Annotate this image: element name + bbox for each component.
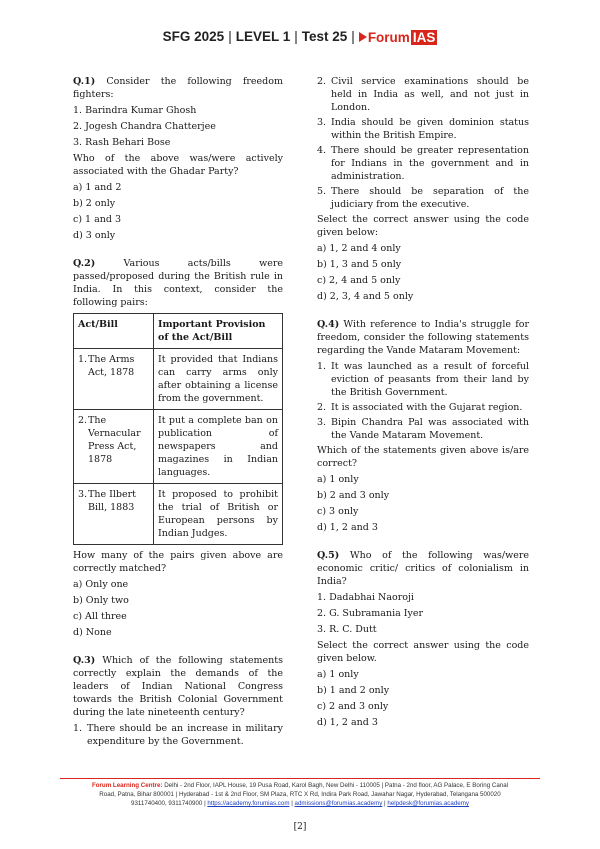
question-number: Q.1)	[73, 76, 96, 87]
statement: 3. Bipin Chandra Pal was associated with the Vande Mataram Movement.	[317, 417, 529, 441]
question-stem: Various acts/bills were passed/proposed during the British rule in India. In this context, consider the following pairs:	[73, 258, 283, 308]
question-prompt: Select the correct answer using the code given below:	[317, 214, 529, 238]
act-provision: It put a complete ban on publication of newspapers and magazines in Indian languages.	[154, 410, 283, 484]
question-3-continued	[317, 75, 529, 303]
option: d) None	[73, 627, 112, 638]
question-number: Q.4)	[317, 319, 340, 330]
table-row: 3. The Ilbert Bill, 1883 It proposed to prohibit the trial of British or European persons by Indian Judges.	[74, 484, 283, 545]
question-2	[73, 257, 283, 639]
left-column	[73, 75, 283, 750]
list-item: 3. Rash Behari Bose	[73, 137, 171, 148]
question-prompt: How many of the pairs given above are correctly matched?	[73, 550, 283, 574]
option: d) 1, 2 and 3	[317, 522, 378, 533]
option: b) 2 only	[73, 198, 116, 209]
question-4	[317, 318, 529, 534]
question-prompt: Select the correct answer using the code given below.	[317, 640, 529, 664]
statement: 4. There should be greater representation for Indians in the government and in administration.	[317, 145, 529, 182]
statement: 5. There should be separation of the judiciary from the executive.	[317, 186, 529, 210]
statement: 2. It is associated with the Gujarat region.	[317, 402, 523, 413]
academy-link[interactable]: https://academy.forumias.com	[207, 800, 290, 807]
separator: |	[351, 29, 355, 44]
option: c) 2, 4 and 5 only	[317, 275, 401, 286]
question-number: Q.5)	[317, 550, 340, 561]
question-stem: Which of the following statements correctly explain the demands of the leaders of Indian National Congress towards the British Colonial Government during the late nineteenth century?	[73, 655, 283, 718]
question-number: Q.2)	[73, 258, 96, 269]
question-stem: Consider the following freedom fighters:	[73, 76, 283, 100]
separator: |	[228, 29, 232, 44]
statement: 2. Civil service examinations should be held in India as well, and not just in London.	[317, 76, 529, 113]
table-row: 2. The Vernacular Press Act, 1878 It put a complete ban on publication of newspapers and magazines in Indian languages.	[74, 410, 283, 484]
option: c) All three	[73, 611, 127, 622]
statement: 3. India should be given dominion status within the British Empire.	[317, 117, 529, 141]
question-prompt: Who of the above was/were actively associated with the Ghadar Party?	[73, 153, 283, 177]
page-number: [2]	[293, 822, 307, 832]
forumias-logo: Forum IAS	[359, 31, 438, 44]
footer-address: Road, Patna, Bihar 800001 | Hyderabad - 1st & 2nd Floor, SM Plaza, RTC X Rd, Indira Park Road, Jawahar Nagar, Hyderabad, Telangana 500020	[99, 791, 501, 798]
helpdesk-email-link[interactable]: helpdesk@forumias.academy	[387, 800, 469, 807]
question-stem: Who of the following was/were economic critic/ critics of colonialism in India?	[317, 550, 529, 587]
separator: |	[294, 29, 298, 44]
table-row: 1. The Arms Act, 1878 It provided that Indians can carry arms only after obtaining a license from the government.	[74, 349, 283, 410]
logo-arrow-icon	[359, 32, 367, 42]
option: d) 1, 2 and 3	[317, 717, 378, 728]
footer-label: Forum Learning Centre:	[91, 782, 163, 789]
footer-phones: 9311740400, 9311740900	[131, 800, 203, 807]
option: a) 1 and 2	[73, 182, 122, 193]
list-item: 3. R. C. Dutt	[317, 624, 377, 635]
option: b) 1 and 2 only	[317, 685, 390, 696]
option: d) 2, 3, 4 and 5 only	[317, 291, 414, 302]
question-3	[73, 654, 283, 748]
series-label: SFG 2025	[162, 29, 225, 44]
list-item: 1. Barindra Kumar Ghosh	[73, 105, 197, 116]
question-number: Q.3)	[73, 655, 96, 666]
act-provision: It proposed to prohibit the trial of British or European persons by Indian Judges.	[154, 484, 283, 545]
statement: 1. It was launched as a result of forceful eviction of peasants from their land by the British Government.	[317, 361, 529, 398]
footer-divider	[60, 778, 540, 779]
list-item: 1. Dadabhai Naoroji	[317, 592, 414, 603]
option: b) 1, 3 and 5 only	[317, 259, 402, 270]
table-header: Important Provision of the Act/Bill	[154, 314, 283, 349]
table-header: Act/Bill	[74, 314, 154, 349]
act-name: The Ilbert Bill, 1883	[88, 489, 136, 513]
option: a) 1 only	[317, 474, 359, 485]
option: c) 2 and 3 only	[317, 701, 389, 712]
list-item: 2. Jogesh Chandra Chatterjee	[73, 121, 216, 132]
option: d) 3 only	[73, 230, 116, 241]
pairs-table	[73, 313, 283, 545]
option: a) 1, 2 and 4 only	[317, 243, 401, 254]
option: a) 1 only	[317, 669, 359, 680]
question-prompt: Which of the statements given above is/are correct?	[317, 445, 529, 469]
act-name: The Vernacular Press Act, 1878	[88, 415, 141, 465]
page-header	[0, 30, 600, 44]
page-footer: Forum Learning Centre: Delhi - 2nd Floor, IAPL House, 19 Pusa Road, Karol Bagh, New Delhi - 110005 | Patna - 2nd floor, AG Palace, E Boring Canal Road, Patna, Bihar 800001 | Hyderabad - 1st & 2nd Floor, SM Plaza, RTC X Rd, Indira Park Road, Jawahar Nagar, Hyderabad, Telangana 500020 9311740400, 9311740900 | https://academy.forumias.com | admissions@forumias.academy | helpdesk@forumias.academy	[60, 781, 540, 808]
footer-address: Delhi - 2nd Floor, IAPL House, 19 Pusa Road, Karol Bagh, New Delhi - 110005 | Patna - 2nd floor, AG Palace, E Boring Canal	[164, 782, 509, 789]
option: a) Only one	[73, 579, 129, 590]
act-name: The Arms Act, 1878	[88, 354, 135, 378]
option: b) 2 and 3 only	[317, 490, 390, 501]
level-label: LEVEL 1	[235, 29, 291, 44]
list-item: 2. G. Subramania Iyer	[317, 608, 424, 619]
question-1	[73, 75, 283, 242]
right-column	[317, 75, 529, 732]
test-label: Test 25	[301, 29, 348, 44]
question-5	[317, 549, 529, 729]
act-provision: It provided that Indians can carry arms only after obtaining a license from the government.	[154, 349, 283, 410]
option: c) 1 and 3	[73, 214, 122, 225]
statement: 1. There should be an increase in military expenditure by the Government.	[73, 723, 283, 747]
admissions-email-link[interactable]: admissions@forumias.academy	[294, 800, 383, 807]
option: c) 3 only	[317, 506, 359, 517]
option: b) Only two	[73, 595, 129, 606]
question-stem: With reference to India's struggle for freedom, consider the following statements regarding the Vande Mataram Movement:	[317, 319, 530, 356]
